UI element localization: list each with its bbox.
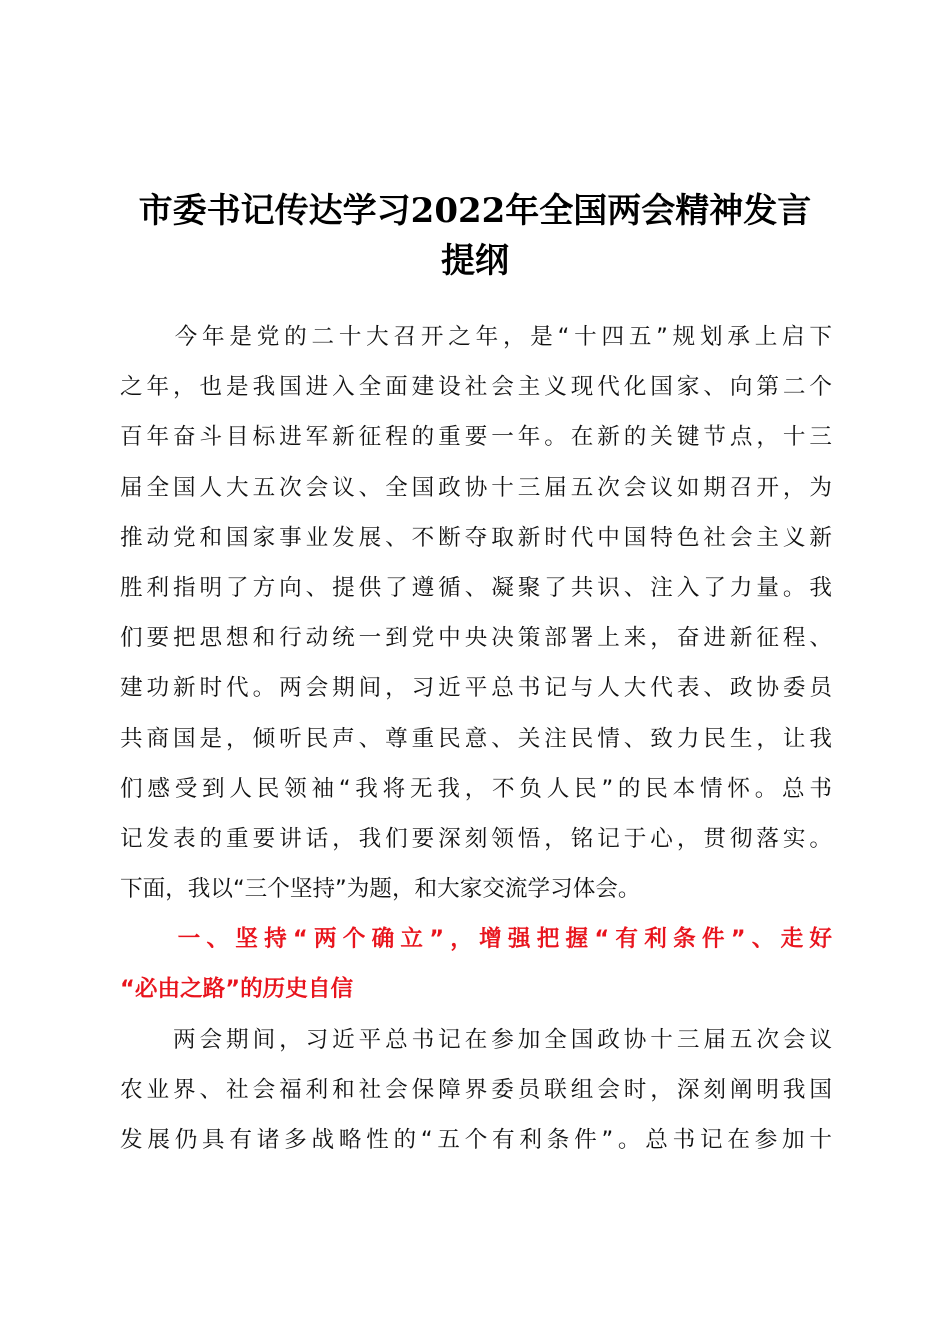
title-line-1: 市委书记传达学习2022年全国两会精神发言 <box>138 191 812 231</box>
text-line: 胜利指明了方向、提供了遵循、凝聚了共识、注入了力量。我 <box>120 574 832 601</box>
text-line: 下面，我以“三个坚持”为题，和大家交流学习体会。 <box>120 876 641 903</box>
text-line: 记发表的重要讲话，我们要深刻领悟，铭记于心，贯彻落实。 <box>120 825 832 852</box>
text-line: 届全国人大五次会议、全国政协十三届五次会议如期召开，为 <box>120 474 832 501</box>
document-body <box>120 312 832 1165</box>
text-line: 农业界、社会福利和社会保障界委员联组会时，深刻阐明我国 <box>120 1076 832 1103</box>
text-line: 们要把思想和行动统一到党中央决策部署上来，奋进新征程、 <box>120 625 832 652</box>
text-line: 两会期间，习近平总书记在参加全国政协十三届五次会议 <box>120 1026 832 1053</box>
text-line: 建功新时代。两会期间，习近平总书记与人大代表、政协委员 <box>120 675 832 702</box>
document-title <box>110 186 840 286</box>
text-line: 百年奋斗目标进军新征程的重要一年。在新的关键节点，十三 <box>120 424 832 451</box>
heading-line: 一、坚持“两个确立”，增强把握“有利条件”、走好 <box>120 926 832 953</box>
text-line: 共商国是，倾听民声、尊重民意、关注民情、致力民生，让我 <box>120 725 832 752</box>
paragraph-intro <box>120 312 832 914</box>
title-line-2: 提纲 <box>441 241 509 281</box>
heading-line: “必由之路”的历史自信 <box>120 976 354 1003</box>
text-line: 发展仍具有诸多战略性的“五个有利条件”。总书记在参加十 <box>120 1127 832 1153</box>
paragraph-section-1 <box>120 1015 832 1166</box>
text-line: 之年，也是我国进入全面建设社会主义现代化国家、向第二个 <box>120 374 832 401</box>
text-line: 推动党和国家事业发展、不断夺取新时代中国特色社会主义新 <box>120 524 832 551</box>
text-line: 们感受到人民领袖“我将无我，不负人民”的民本情怀。总书 <box>120 775 832 802</box>
section-heading-1 <box>120 914 832 1014</box>
text-line: 今年是党的二十大召开之年，是“十四五”规划承上启下 <box>120 324 832 350</box>
